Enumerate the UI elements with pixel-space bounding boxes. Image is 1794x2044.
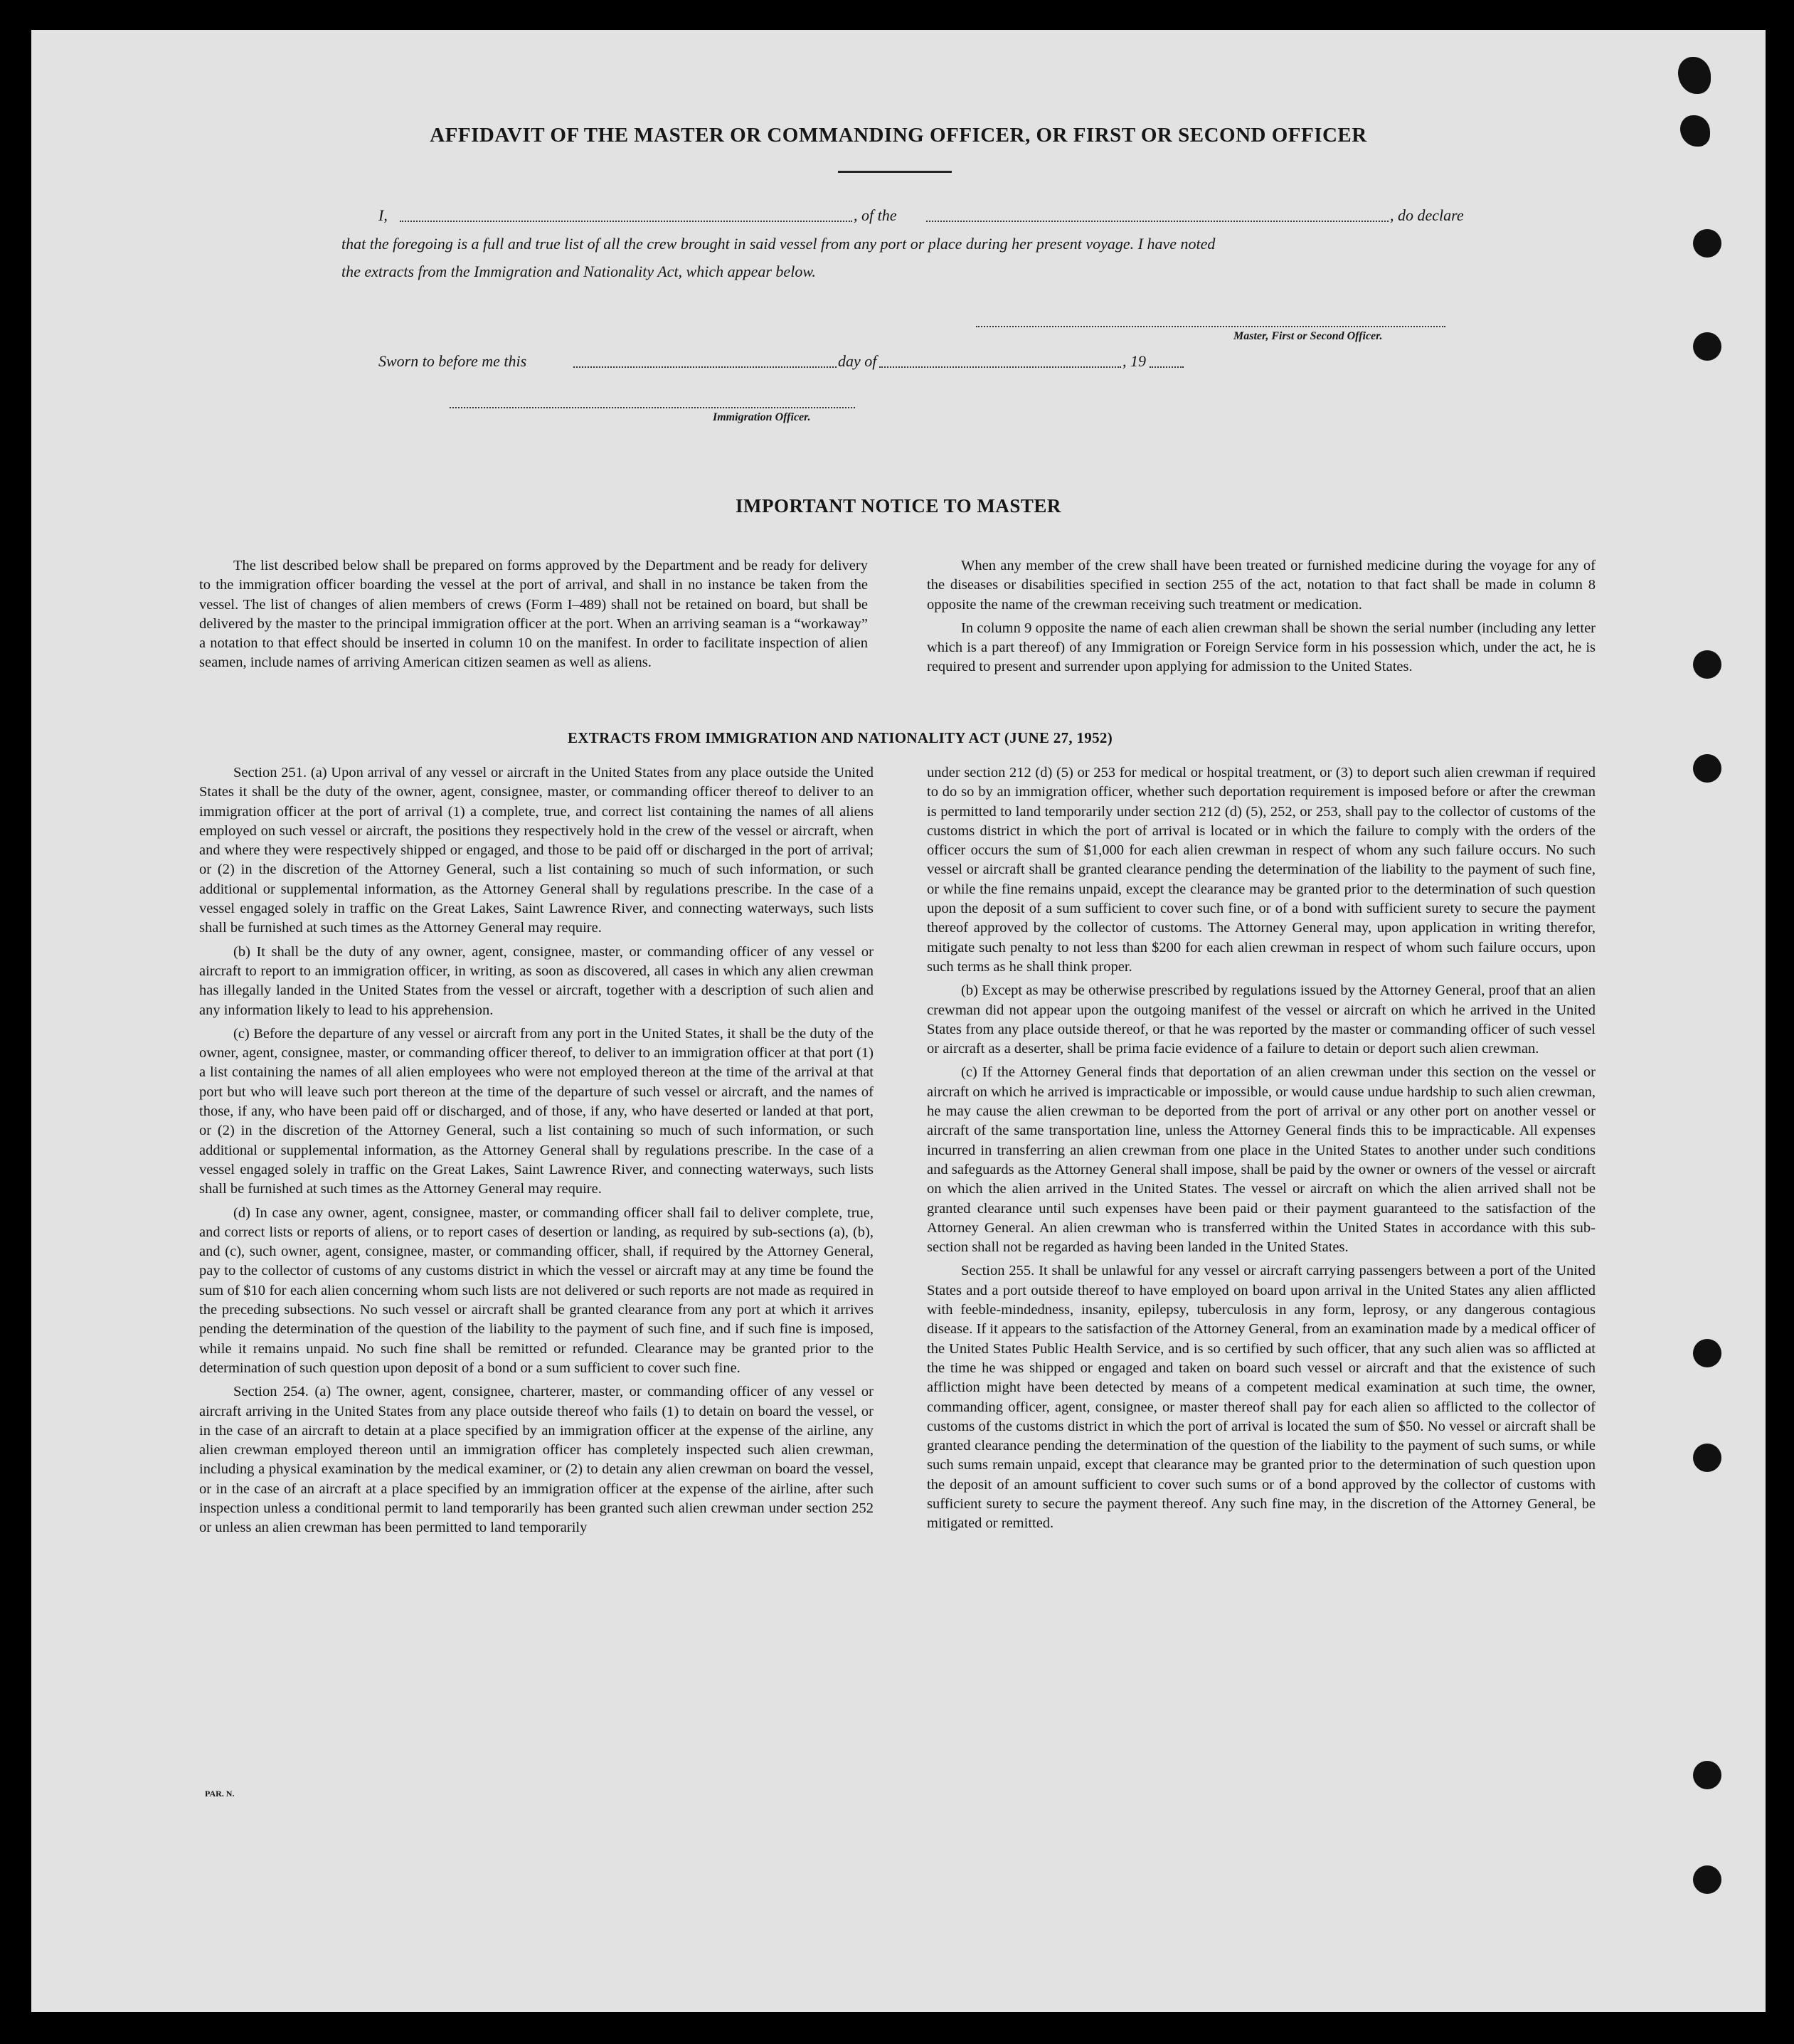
binder-hole xyxy=(1693,1761,1721,1789)
notice-right-paragraph-1: When any member of the crew shall have been treated or furnished medicine during the voyage for any of the diseases or disabilities specified in section 255 of the act, notation to that fact shall be made in column 8 opposite the name of the crewman receiving such treatment or medication. xyxy=(927,558,1596,613)
officer-caption: Immigration Officer. xyxy=(713,411,811,423)
affidavit-line2: that the foregoing is a full and true list of all the crew brought in said vessel from any port or place during her present voyage. I have noted xyxy=(341,235,1216,253)
binder-hole xyxy=(1693,1339,1721,1367)
day-of-label: day of xyxy=(838,352,877,370)
binder-hole xyxy=(1693,1865,1721,1894)
year-label: , 19 xyxy=(1122,352,1146,370)
binder-hole xyxy=(1693,754,1721,783)
ink-blot xyxy=(1678,57,1711,94)
do-declare-label: , do declare xyxy=(1390,206,1464,224)
extracts-right-column xyxy=(927,763,1596,1538)
extracts-left-column xyxy=(199,763,874,1542)
notice-right-column xyxy=(927,556,1596,682)
binder-hole xyxy=(1693,332,1721,361)
section-254-a-cont: under section 212 (d) (5) or 253 for medical or hospital treatment, or (3) to deport such alien crewman if required to do so by an immigration officer, whether such deportation requirement is imposed before or after the crewman is permitted to land temporarily under section 212 (d) (5), 252, or 253, shall pay to the collector of customs of the customs district in which the port of arrival is located or in which the failure to comply with the orders of the officer occurs the sum of $1,000 for each alien crewman in respect of whom any such failure occurs. No such vessel or aircraft shall be granted clearance pending the determination of the liability to the payment of such fine, or while the fine remains unpaid, except the clearance may be granted prior to the determination of such question upon the deposit of a sum sufficient to cover such fine, or of a bond with sufficient surety to secure the payment thereof approved by the collector of customs. The Attorney General may, upon application in writing therefor, mitigate such penalty to not less than $200 for each alien crewman in respect of whom such failure occurs, upon such terms as he shall think proper. xyxy=(927,765,1596,975)
binder-hole xyxy=(1693,1444,1721,1472)
form-stamp: PAR. N. xyxy=(205,1789,235,1799)
section-251-a: Section 251. (a) Upon arrival of any vessel or aircraft in the United States from any place outside the United States it shall be the duty of the owner, agent, consignee, master, or commanding officer thereof to deliver to an immigration officer at the port of arrival (1) a complete, true, and correct list containing the names of all aliens employed on such vessel or aircraft, the positions they respectively hold in the crew of the vessel or aircraft, when and where they were respectively shipped or engaged, and those to be paid off or discharged in the port of arrival; or (2) in the discretion of the Attorney General, such a list containing so much of such information, or such additional or supplemental information, as the Attorney General shall by regulations prescribe. In the case of a vessel engaged solely in traffic on the Great Lakes, Saint Lawrence River, and connecting waterways, such lists shall be furnished at such times as the Attorney General may require. xyxy=(199,765,874,936)
section-251-d: (d) In case any owner, agent, consignee, master, or commanding officer shall fail to deliver complete, true, and correct lists or reports of aliens, or to report cases of desertion or landing, as required by sub-sections (a), (b), and (c), such owner, agent, consignee, master, or commanding officer, shall, if required by the Attorney General, pay to the collector of customs of any customs district in which the vessel or aircraft may at any time be found the sum of $10 for each alien concerning whom such lists are not delivered or such reports are not made as required in the preceding subsections. No such vessel or aircraft shall be granted clearance from any port at which it arrives pending the determination of the question of the liability to the payment of such fine, and if such fine is imposed, while it remains unpaid. No such fine shall be remitted or refunded. Clearance may be granted prior to the determination of such question upon deposit of a bond or a sum sufficient to cover such fine. xyxy=(199,1204,874,1376)
section-255: Section 255. It shall be unlawful for any vessel or aircraft carrying passengers between a port of the United States and a port outside thereof to have employed on board upon arrival in the United States any alien afflicted with feeble-mindedness, insanity, epilepsy, tuberculosis in any form, leprosy, or any dangerous contagious disease. If it appears to the satisfaction of the Attorney General, from an examination made by a medical officer of the United States Public Health Service, and is so certified by such officer, that any such alien was so afflicted at the time he was shipped or engaged and taken on board such vessel or aircraft and that the existence of such affliction might have been detected by means of a competent medical examination at such time, the owner, commanding officer, agent, consignee, or master thereof shall pay for each alien so afflicted to the collector of customs of the customs district in which the port of arrival is located the sum of $50. No vessel or aircraft shall be granted clearance pending the determination of the question of the liability to the payment of such sums, or while such sums remain unpaid, except that clearance may be granted prior to the determination of such question upon the deposit of an amount sufficient to cover such sums or of a bond approved by the collector of customs with sufficient surety to secure the payment thereof. Any such fine may, in the discretion of the Attorney General, be mitigated or remitted. xyxy=(927,1263,1596,1532)
section-254-b: (b) Except as may be otherwise prescribed by regulations issued by the Attorney General, proof that an alien crewman did not appear upon the outgoing manifest of the vessel or aircraft on which he arrived in the United States from any place outside thereof, or that he was reported by the master or commanding officer of such vessel or aircraft as a deserter, shall be prima facie evidence of a failure to detain or deport such alien crewman. xyxy=(927,983,1596,1057)
name-blank[interactable] xyxy=(400,221,852,222)
section-251-c: (c) Before the departure of any vessel or aircraft from any port in the United States, it shall be the duty of the owner, agent, consignee, master, or commanding officer thereof, to deliver to an immigration officer at that port (1) a list containing the names of all alien employees who were not employed thereon at the time of the arrival at that port but who will leave such port thereon at the time of the departure of such vessel or aircraft, and the names of those, if any, who have been paid off or discharged, and of those, if any, who have deserted or landed at that port, or (2) in the discretion of the Attorney General, such a list containing so much of such information, or such additional or supplemental information, as the Attorney General shall by regulations prescribe. In the case of a vessel engaged solely in traffic on the Great Lakes, Saint Lawrence River, and connecting waterways, such lists shall be furnished at such times as the Attorney General may require. xyxy=(199,1025,874,1197)
notice-title: IMPORTANT NOTICE TO MASTER xyxy=(736,495,1061,517)
section-251-b: (b) It shall be the duty of any owner, agent, consignee, master, or commanding officer of any vessel or aircraft to report to an immigration officer, in writing, as soon as discovered, all cases in which any alien crewman has illegally landed in the United States from the vessel or aircraft, together with a description of such alien and any information likely to lead to his apprehension. xyxy=(199,943,874,1018)
master-caption: Master, First or Second Officer. xyxy=(1233,330,1383,342)
affidavit-line3: the extracts from the Immigration and Nationality Act, which appear below. xyxy=(341,263,816,280)
master-signature-line[interactable] xyxy=(976,326,1445,327)
document-page xyxy=(31,30,1766,2012)
year-blank[interactable] xyxy=(1150,366,1184,368)
affidavit-title: AFFIDAVIT OF THE MASTER OR COMMANDING OFFICER, OR FIRST OR SECOND OFFICER xyxy=(430,124,1367,147)
binder-hole xyxy=(1693,229,1721,258)
vessel-blank[interactable] xyxy=(926,221,1389,222)
sworn-label: Sworn to before me this xyxy=(378,352,527,370)
i-label: I, xyxy=(378,206,388,224)
binder-hole xyxy=(1693,650,1721,679)
of-the-label: , of the xyxy=(854,206,897,224)
title-rule xyxy=(838,171,952,173)
officer-signature-line[interactable] xyxy=(450,407,855,408)
notice-right-paragraph-2: In column 9 opposite the name of each alien crewman shall be shown the serial number (including any letter which is a part thereof) of any Immigration or Foreign Service form in his possession which, under the act, he is required to present and surrender upon applying for admission to the United States. xyxy=(927,620,1596,675)
section-254-c: (c) If the Attorney General finds that deportation of an alien crewman under this section on the vessel or aircraft on which he arrived is impracticable or impossible, or would cause undue hardship to such alien crewman, he may cause the alien crewman to be deported from the port of arrival or any other port on another vessel or aircraft of the same transportation line, unless the Attorney General finds this to be impracticable. All expenses incurred in transferring an alien crewman from one place in the United States to another under such conditions and safeguards as the Attorney General shall impose, shall be paid by the owner or owners of the vessel or aircraft on which the alien arrived in the United States. The vessel or aircraft on which the alien arrived shall not be granted clearance until such expenses have been paid or their payment guaranteed to the satisfaction of the Attorney General. An alien crewman who is transferred within the United States in accordance with this sub-section shall not be regarded as having been landed in the United States. xyxy=(927,1064,1596,1256)
extracts-title: EXTRACTS FROM IMMIGRATION AND NATIONALITY ACT (JUNE 27, 1952) xyxy=(568,729,1113,746)
notice-left-column xyxy=(199,556,868,677)
sworn-day-blank[interactable] xyxy=(573,366,837,368)
notice-left-paragraph: The list described below shall be prepared on forms approved by the Department and be ready for delivery to the immigration officer boarding the vessel at the port of arrival, and shall in no instance be taken from the vessel. The list of changes of alien members of crews (Form I–489) shall not be retained on board, but shall be delivered by the master to the principal immigration officer at the port. When an arriving seaman is a “workaway” a notation to that effect should be inserted in column 10 on the manifest. In order to facilitate inspection of alien seamen, include names of arriving American citizen seamen as well as aliens. xyxy=(199,558,868,671)
sworn-month-blank[interactable] xyxy=(879,366,1121,368)
section-254-a: Section 254. (a) The owner, agent, consignee, charterer, master, or commanding officer of any vessel or aircraft arriving in the United States from any place outside thereof who fails (1) to detain on board the vessel, or in the case of an aircraft to detain at a place specified by an immigration officer at the expense of the airline, any alien crewman employed thereon until an immigration officer has completely inspected such alien crewman, including a physical examination by the medical examiner, or (2) to detain any alien crewman on board the vessel, or in the case of an aircraft at a place specified by an immigration officer at the expense of the airline, after such inspection unless a conditional permit to land temporarily has been granted such alien crewman under section 252 or unless an alien crewman has been permitted to land temporarily xyxy=(199,1384,874,1536)
